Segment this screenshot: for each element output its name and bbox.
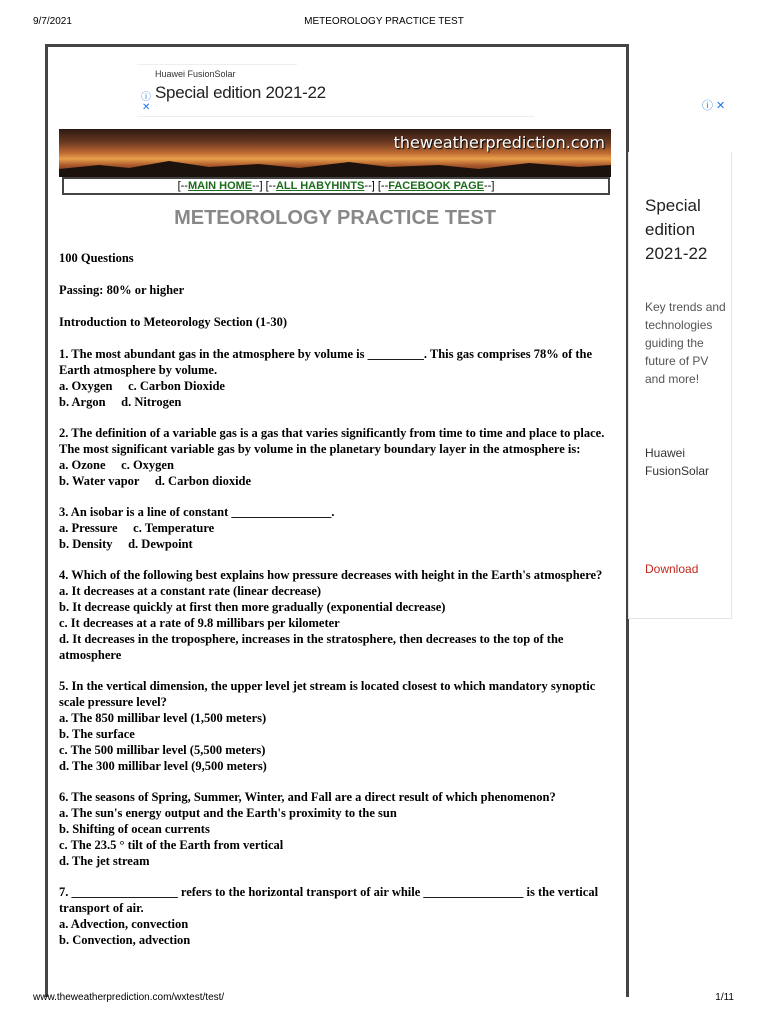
- question-list: [59, 346, 611, 948]
- side-ad-controls[interactable]: ⓘ ✕: [702, 100, 726, 112]
- question-text: 3. An isobar is a line of constant ________________.: [59, 505, 335, 519]
- nav-link-main-home[interactable]: MAIN HOME: [187, 180, 253, 192]
- question-text: 7. _________________ refers to the horizontal transport of air while ________________ is the vertical transport of air.: [59, 885, 602, 915]
- page-number: 1/11: [715, 992, 734, 1003]
- ad-brand: Huawei FusionSolar: [155, 69, 236, 79]
- question-item: [59, 884, 611, 948]
- answer-option: b. The surface: [59, 727, 135, 741]
- answer-option: b. Water vapor d. Carbon dioxide: [59, 474, 252, 488]
- question-item: [59, 346, 611, 410]
- nav-bracket: [--: [377, 180, 389, 192]
- answer-option: b. Shifting of ocean currents: [59, 822, 210, 836]
- answer-option: c. The 23.5 ° tilt of the Earth from vertical: [59, 838, 284, 852]
- question-item: [59, 504, 611, 552]
- ad-close-icon[interactable]: ✕: [142, 102, 151, 113]
- side-ad-cta-button[interactable]: Download: [645, 562, 699, 576]
- print-date: 9/7/2021: [33, 16, 72, 27]
- answer-option: a. The sun's energy output and the Earth's proximity to the sun: [59, 806, 397, 820]
- side-ad-brand: Huawei FusionSolar: [645, 446, 710, 478]
- question-text: 4. Which of the following best explains how pressure decreases with height in the Earth's atmosphere?: [59, 568, 603, 582]
- ad-divider: [137, 64, 297, 65]
- site-banner[interactable]: [59, 129, 611, 177]
- test-content: [59, 250, 611, 963]
- top-ad[interactable]: [137, 64, 534, 117]
- print-url: www.theweatherprediction.com/wxtest/test/: [33, 992, 225, 1003]
- answer-option: d. It decreases in the troposphere, increases in the stratosphere, then decreases to the top of the atmosphere: [59, 632, 567, 662]
- answer-option: d. The jet stream: [59, 854, 150, 868]
- answer-option: a. Advection, convection: [59, 917, 189, 931]
- question-item: [59, 789, 611, 869]
- answer-option: d. The 300 millibar level (9,500 meters): [59, 759, 267, 773]
- answer-option: a. Ozone c. Oxygen: [59, 458, 174, 472]
- print-title: METEOROLOGY PRACTICE TEST: [304, 16, 464, 27]
- side-ad[interactable]: [628, 152, 732, 619]
- question-text: 6. The seasons of Spring, Summer, Winter, and Fall are a direct result of which phenomenon?: [59, 790, 556, 804]
- ad-info-icon[interactable]: ⓘ: [141, 92, 151, 103]
- answer-option: b. Convection, advection: [59, 933, 191, 947]
- nav-link-all-habyhints[interactable]: ALL HABYHINTS: [275, 180, 365, 192]
- answer-option: c. The 500 millibar level (5,500 meters): [59, 743, 266, 757]
- answer-option: c. It decreases at a rate of 9.8 millibars per kilometer: [59, 616, 340, 630]
- site-name: theweatherprediction.com: [393, 133, 605, 152]
- ad-headline[interactable]: Special edition 2021-22: [155, 83, 326, 102]
- answer-option: b. It decrease quickly at first then more gradually (exponential decrease): [59, 600, 446, 614]
- passing-score: Passing: 80% or higher: [59, 283, 185, 297]
- mountain-silhouette: [59, 155, 611, 177]
- nav-bracket: --]: [484, 180, 495, 192]
- question-item: [59, 678, 611, 774]
- question-count: 100 Questions: [59, 251, 134, 265]
- print-header: [0, 16, 768, 32]
- answer-option: b. Argon d. Nitrogen: [59, 395, 182, 409]
- nav-bracket: --]: [252, 180, 266, 192]
- nav-bracket: --]: [364, 180, 378, 192]
- question-item: [59, 425, 611, 489]
- question-item: [59, 567, 611, 663]
- page-frame: [45, 44, 629, 997]
- question-text: 2. The definition of a variable gas is a gas that varies significantly from time to time and place to place. The most significant variable gas by volume in the planetary boundary layer in the atmosphere is:: [59, 426, 608, 456]
- page-title: METEOROLOGY PRACTICE TEST: [174, 207, 496, 229]
- nav-bracket: [--: [265, 180, 276, 192]
- side-ad-body: Key trends and technologies guiding the future of PV and more!: [645, 300, 726, 386]
- question-text: 1. The most abundant gas in the atmosphere by volume is _________. This gas comprises 78% of the Earth atmosphere by volume.: [59, 347, 596, 377]
- answer-option: b. Density d. Dewpoint: [59, 537, 193, 551]
- question-text: 5. In the vertical dimension, the upper level jet stream is located closest to which mandatory synoptic scale pressure level?: [59, 679, 599, 709]
- answer-option: a. It decreases at a constant rate (linear decrease): [59, 584, 322, 598]
- answer-option: a. The 850 millibar level (1,500 meters): [59, 711, 267, 725]
- nav-bracket: [--: [177, 180, 188, 192]
- answer-option: a. Pressure c. Temperature: [59, 521, 215, 535]
- side-ad-title[interactable]: Special edition 2021-22: [645, 196, 708, 263]
- nav-bar: [62, 177, 610, 195]
- answer-option: a. Oxygen c. Carbon Dioxide: [59, 379, 225, 393]
- nav-link-facebook-page[interactable]: FACEBOOK PAGE: [388, 180, 485, 192]
- section-heading: Introduction to Meteorology Section (1-30): [59, 315, 287, 329]
